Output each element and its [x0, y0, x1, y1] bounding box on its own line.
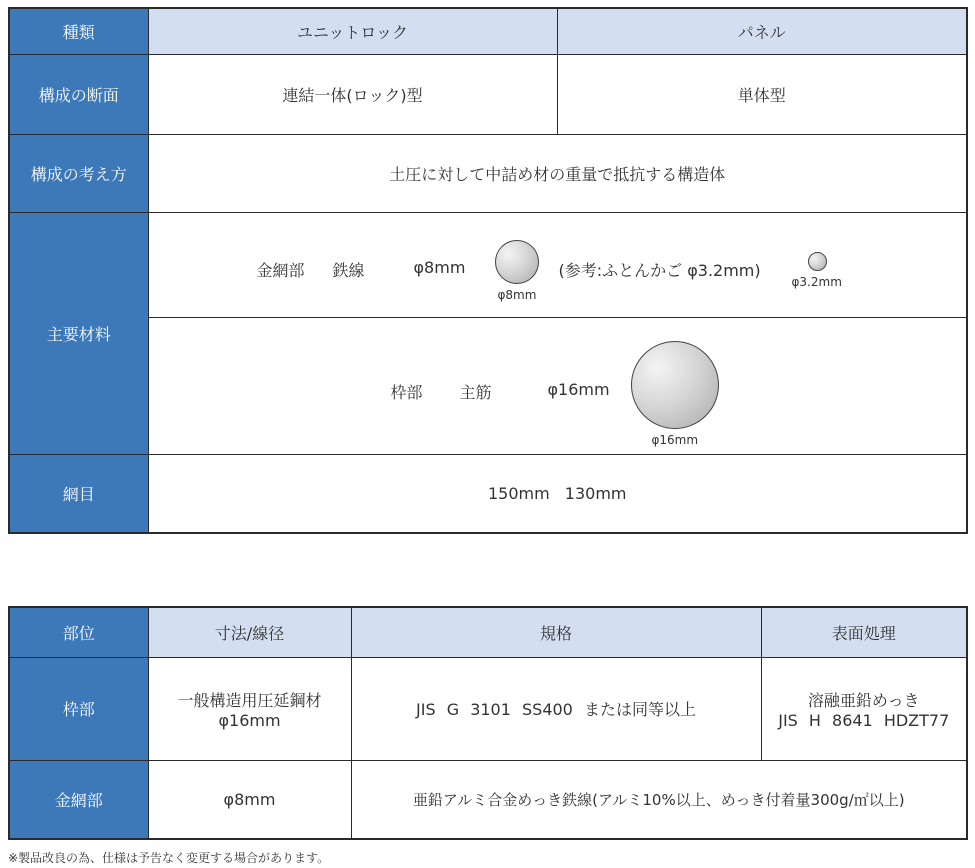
row-header-type: 種類: [9, 8, 148, 54]
frame-part-label: 枠部: [390, 382, 423, 402]
wire-reference: (参考:ふとんかご φ3.2mm): [558, 260, 761, 280]
frame-circle-label: φ16mm: [651, 432, 699, 447]
type-unit-lock: ユニットロック: [148, 8, 557, 54]
frame-size: [148, 657, 351, 760]
frame-type-label: 主筋: [459, 382, 492, 402]
mesh-value: 150mm 130mm: [148, 454, 967, 533]
frame-part: 枠部: [9, 657, 148, 760]
header-part: 部位: [9, 607, 148, 657]
row-header-mesh: 網目: [9, 454, 148, 533]
frame-surface-standard: JIS H 8641 HDZT77: [778, 710, 950, 730]
header-size: 寸法/線径: [148, 607, 351, 657]
frame-spec: JIS G 3101 SS400 または同等以上: [351, 657, 761, 760]
row-header-concept: 構成の考え方: [9, 134, 148, 212]
wire-material-cell: [148, 212, 967, 317]
type-panel: パネル: [557, 8, 967, 54]
frame-diameter: φ16mm: [547, 379, 610, 399]
frame-surface-treatment: 溶融亜鉛めっき: [807, 690, 920, 710]
wire-type-label: 鉄線: [332, 260, 365, 280]
concept-value: 土圧に対して中詰め材の重量で抵抗する構造体: [148, 134, 967, 212]
wire-spec: 亜鉛アルミ合金めっき鉄線(アルミ10%以上、めっき付着量300g/㎡以上): [351, 760, 967, 839]
reference-3-2mm-circle-icon: [808, 252, 827, 271]
frame-size-material: 一般構造用圧延鋼材: [177, 690, 322, 710]
reference-circle-label: φ3.2mm: [791, 274, 842, 289]
header-surface: 表面処理: [761, 607, 967, 657]
section-panel: 単体型: [557, 54, 967, 134]
header-spec: 規格: [351, 607, 761, 657]
row-header-materials: 主要材料: [9, 212, 148, 454]
wire-circle-label: φ8mm: [497, 287, 537, 302]
frame-surface: [761, 657, 967, 760]
wire-part-label: 金網部: [256, 260, 305, 280]
frame-16mm-circle-icon: [631, 341, 719, 429]
footnote: ※製品改良の為、仕様は予告なく変更する場合があります。: [8, 851, 330, 865]
wire-diameter: φ8mm: [413, 257, 466, 277]
frame-material-cell: [148, 317, 967, 454]
frame-size-diameter: φ16mm: [218, 710, 281, 730]
row-header-section: 構成の断面: [9, 54, 148, 134]
section-unit-lock: 連結一体(ロック)型: [148, 54, 557, 134]
specification-table: [8, 606, 968, 840]
wire-size: φ8mm: [148, 760, 351, 839]
product-type-table: [8, 7, 968, 534]
wire-part: 金網部: [9, 760, 148, 839]
wire-8mm-circle-icon: [495, 240, 539, 284]
